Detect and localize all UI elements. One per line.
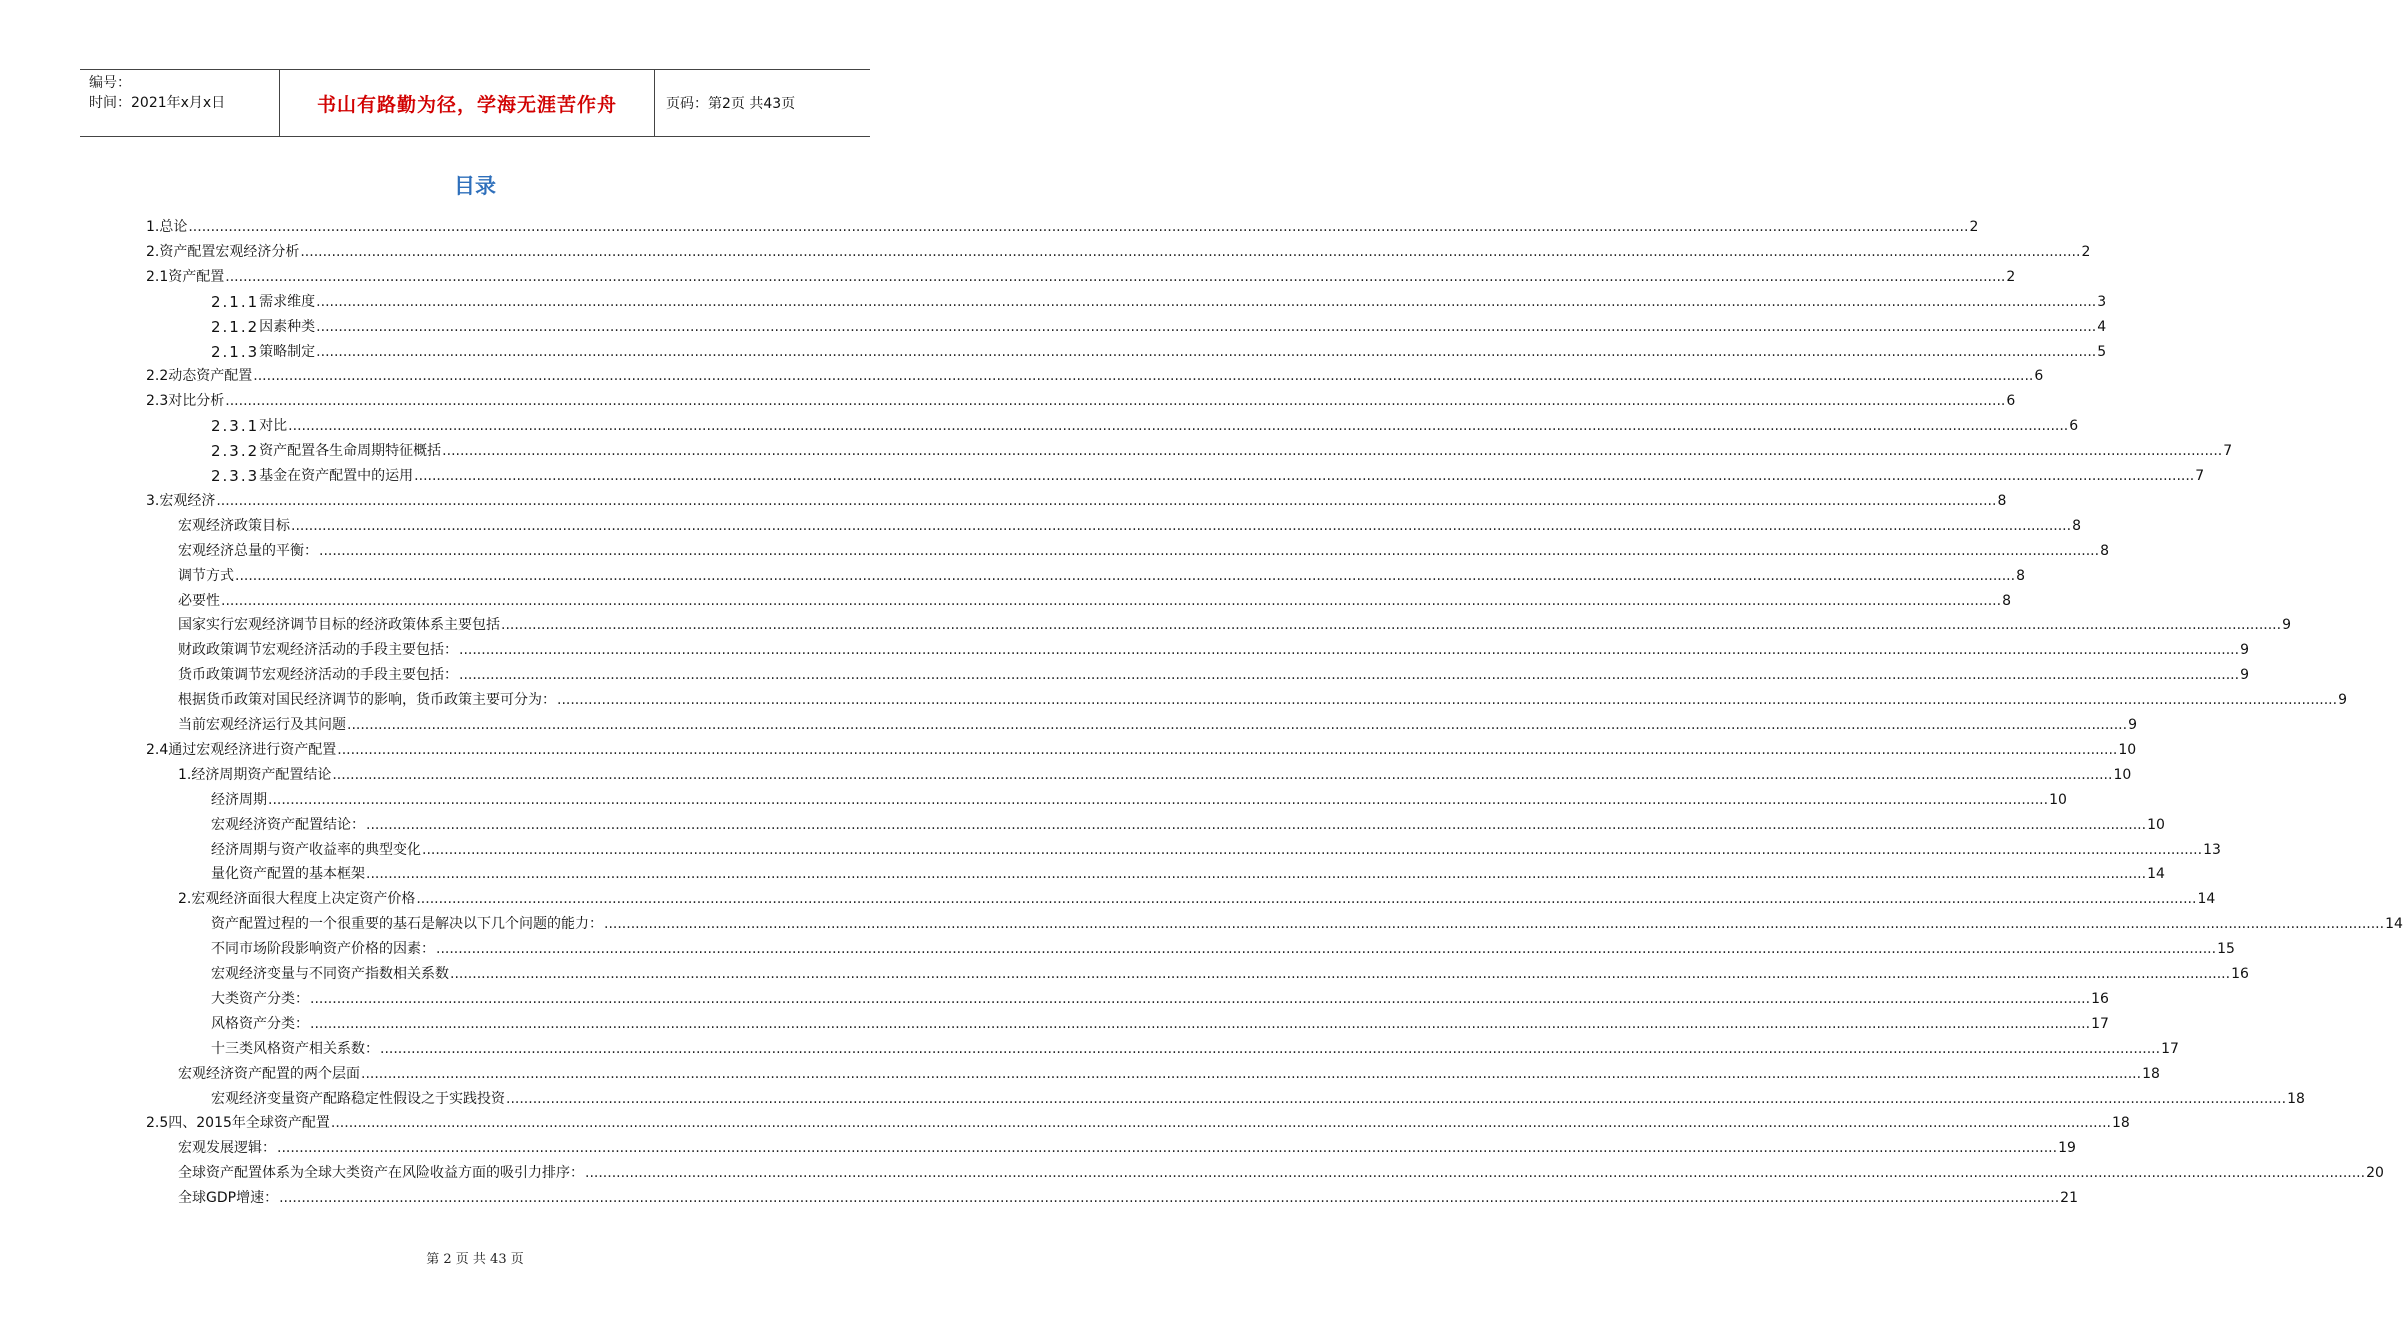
toc-entry-title: 当前宏观经济运行及其问题	[178, 717, 346, 733]
toc-entry-title: 宏观经济总量的平衡：	[178, 542, 318, 559]
toc-dot-leader: ................................................................................................................................................................................................................................................................................................................................................................................................................	[366, 816, 2147, 833]
toc-entry-number: 2.3	[146, 393, 169, 410]
toc-entry-page: 16	[2091, 990, 2109, 1007]
toc-dot-leader: ................................................................................................................................................................................................................................................................................................................................................................................................................	[330, 1115, 2111, 1132]
toc-dot-leader: ................................................................................................................................................................................................................................................................................................................................................................................................................	[422, 841, 2203, 858]
toc-entry-page: 18	[2142, 1065, 2160, 1082]
header-meta	[80, 70, 280, 136]
toc-entry-page: 18	[2287, 1090, 2305, 1107]
toc-dot-leader: ................................................................................................................................................................................................................................................................................................................................................................................................................	[501, 617, 2282, 634]
toc-entry-title: 宏观经济资产配置结论：	[211, 816, 365, 833]
toc-entry-title: 2.宏观经济面很大程度上决定资产价格	[178, 891, 416, 908]
toc-dot-leader: ................................................................................................................................................................................................................................................................................................................................................................................................................	[225, 268, 2006, 285]
toc-entry[interactable]	[178, 686, 2347, 709]
toc-dot-leader: ................................................................................................................................................................................................................................................................................................................................................................................................................	[414, 468, 2195, 484]
toc-entry[interactable]	[178, 1060, 2160, 1083]
toc-entry-page: 2	[2081, 243, 2091, 260]
toc-entry[interactable]	[178, 885, 2216, 908]
toc-entry-page: 6	[2069, 418, 2079, 435]
toc-entry-page: 9	[2240, 642, 2249, 659]
toc-entry[interactable]	[146, 1109, 2130, 1132]
toc-dot-leader: ................................................................................................................................................................................................................................................................................................................................................................................................................	[416, 891, 2197, 908]
toc-dot-leader: ................................................................................................................................................................................................................................................................................................................................................................................................................	[316, 293, 2097, 310]
toc-entry[interactable]	[211, 288, 2107, 311]
toc-entry-number: 2.3.2	[211, 442, 260, 461]
toc-entry-page: 13	[2203, 841, 2221, 858]
toc-entry-page: 8	[2016, 567, 2025, 584]
toc-entry-page: 8	[2002, 592, 2011, 609]
toc-dot-leader: ................................................................................................................................................................................................................................................................................................................................................................................................................	[316, 343, 2097, 360]
toc-dot-leader: ................................................................................................................................................................................................................................................................................................................................................................................................................	[506, 1090, 2287, 1107]
toc-entry-number: 3.	[146, 492, 160, 509]
toc-entry[interactable]	[211, 313, 2107, 336]
toc-dot-leader: ................................................................................................................................................................................................................................................................................................................................................................................................................	[235, 567, 2016, 584]
toc-entry-page: 8	[2072, 517, 2081, 534]
toc-dot-leader: ................................................................................................................................................................................................................................................................................................................................................................................................................	[585, 1165, 2366, 1182]
toc-entry-page: 10	[2049, 791, 2067, 808]
toc-entry-page: 17	[2161, 1040, 2179, 1057]
toc-entry-title: 资产配置	[168, 268, 225, 285]
toc-entry-page: 9	[2282, 617, 2291, 634]
toc-entry-page: 19	[2058, 1140, 2076, 1157]
toc-entry-number: 2.3.1	[211, 417, 260, 436]
toc-entry-title: 财政政策调节宏观经济活动的手段主要包括：	[178, 642, 458, 659]
toc-dot-leader: ................................................................................................................................................................................................................................................................................................................................................................................................................	[361, 1065, 2142, 1082]
toc-entry-number: 2.1.2	[211, 317, 260, 336]
toc-entry[interactable]	[211, 985, 2109, 1008]
toc-entry[interactable]	[178, 1134, 2076, 1157]
toc-entry[interactable]	[146, 263, 2016, 286]
toc-entry-title: 通过宏观经济进行资产配置	[168, 741, 337, 758]
toc-entry-page: 15	[2217, 941, 2235, 958]
toc-entry-page: 10	[2113, 766, 2132, 783]
page-footer: 第 2 页 共 43 页	[426, 1252, 524, 1267]
toc-entry-page: 14	[2197, 891, 2216, 908]
toc-entry-title: 大类资产分类：	[211, 990, 309, 1007]
toc-entry[interactable]	[146, 387, 2016, 410]
header-page-label: 页码：第2页 共43页	[666, 96, 796, 112]
toc-entry-page: 6	[2006, 393, 2016, 410]
toc-entry[interactable]	[146, 736, 2137, 759]
toc-entry-page: 10	[2118, 741, 2137, 758]
toc-entry-title: 根据货币政策对国民经济调节的影响，货币政策主要可分为：	[178, 692, 556, 709]
toc-entry[interactable]	[211, 836, 2221, 859]
toc-dot-leader: ................................................................................................................................................................................................................................................................................................................................................................................................................	[253, 368, 2034, 385]
header-motto: 书山有路勤为径，学海无涯苦作舟	[280, 70, 655, 136]
toc-entry[interactable]	[178, 587, 2011, 610]
toc-dot-leader: ................................................................................................................................................................................................................................................................................................................................................................................................................	[300, 243, 2081, 260]
toc-entry[interactable]	[211, 338, 2107, 361]
toc-entry[interactable]	[178, 512, 2081, 535]
toc-entry[interactable]	[178, 611, 2291, 634]
toc-entry-title: 全球资产配置体系为全球大类资产在风险收益方面的吸引力排序：	[178, 1165, 584, 1182]
toc-entry-number: 2.	[146, 243, 160, 260]
toc-dot-leader: ................................................................................................................................................................................................................................................................................................................................................................................................................	[459, 642, 2240, 659]
toc-entry[interactable]	[178, 636, 2249, 659]
toc-entry-title: 宏观经济政策目标	[178, 517, 290, 534]
toc-entry-title: 对比	[259, 418, 288, 435]
toc-entry-title: 全球GDP增速：	[178, 1190, 279, 1207]
toc-entry-number: 2.3.3	[211, 467, 260, 485]
toc-entry[interactable]	[178, 661, 2249, 684]
toc-entry[interactable]	[146, 238, 2091, 261]
toc-entry-title: 对比分析	[168, 393, 225, 410]
toc-entry[interactable]	[178, 1159, 2384, 1182]
toc-entry-page: 6	[2034, 368, 2044, 385]
header-number-label: 编号：	[89, 75, 131, 91]
toc-dot-leader: ................................................................................................................................................................................................................................................................................................................................................................................................................	[268, 791, 2049, 808]
toc-dot-leader: ................................................................................................................................................................................................................................................................................................................................................................................................................	[288, 418, 2069, 435]
toc-entry-title: 宏观经济变量与不同资产指数相关系数	[211, 966, 449, 982]
toc-entry-title: 经济周期	[211, 791, 267, 808]
toc-entry[interactable]	[211, 462, 2205, 485]
toc-entry-page: 10	[2147, 816, 2165, 833]
toc-title: 目录	[454, 174, 496, 198]
toc-dot-leader: ................................................................................................................................................................................................................................................................................................................................................................................................................	[310, 990, 2091, 1007]
toc-dot-leader: ................................................................................................................................................................................................................................................................................................................................................................................................................	[337, 741, 2118, 758]
toc-entry[interactable]	[178, 1184, 2078, 1207]
toc-dot-leader: ................................................................................................................................................................................................................................................................................................................................................................................................................	[291, 517, 2072, 534]
toc-entry[interactable]	[211, 786, 2067, 809]
toc-entry-title: 资产配置各生命周期特征概括	[259, 443, 442, 460]
toc-dot-leader: ................................................................................................................................................................................................................................................................................................................................................................................................................	[436, 941, 2217, 958]
toc-entry-page: 9	[2240, 667, 2249, 684]
toc-entry-number: 2.2	[146, 368, 169, 385]
toc-dot-leader: ................................................................................................................................................................................................................................................................................................................................................................................................................	[380, 1040, 2161, 1057]
toc-entry-title: 需求维度	[259, 293, 316, 310]
toc-entry-number: 2.1	[146, 268, 169, 285]
toc-entry-title: 因素种类	[259, 318, 316, 335]
toc-dot-leader: ................................................................................................................................................................................................................................................................................................................................................................................................................	[459, 667, 2240, 684]
toc-entry-page: 7	[2223, 443, 2233, 460]
toc-entry-page: 9	[2128, 717, 2137, 733]
toc-entry[interactable]	[211, 811, 2165, 834]
toc-entry-title: 不同市场阶段影响资产价格的因素：	[211, 941, 435, 958]
toc-entry-title: 宏观经济资产配置的两个层面	[178, 1065, 360, 1082]
toc-entry-page: 8	[1997, 492, 2007, 509]
toc-entry-title: 货币政策调节宏观经济活动的手段主要包括：	[178, 667, 458, 684]
toc-entry[interactable]	[178, 562, 2025, 585]
toc-entry-page: 9	[2338, 692, 2347, 709]
toc-entry[interactable]	[211, 935, 2235, 958]
toc-entry[interactable]	[211, 437, 2233, 461]
toc-entry-page: 18	[2111, 1115, 2130, 1132]
toc-entry-title: 国家实行宏观经济调节目标的经济政策体系主要包括	[178, 617, 500, 634]
toc-entry-page: 14	[2385, 916, 2403, 933]
toc-entry-number: 2.1.1	[211, 292, 260, 311]
toc-entry[interactable]	[211, 1035, 2179, 1058]
toc-entry-title: 策略制定	[259, 343, 316, 360]
toc-entry[interactable]	[211, 1010, 2109, 1033]
toc-entry[interactable]	[146, 487, 2007, 510]
page-header	[80, 69, 870, 137]
toc-entry[interactable]	[178, 761, 2132, 784]
toc-entry-page: 2	[1969, 219, 1979, 235]
toc-entry[interactable]	[211, 860, 2165, 883]
toc-entry-page: 14	[2147, 866, 2165, 883]
toc-entry-title: 经济周期与资产收益率的典型变化	[211, 841, 421, 858]
toc-entry-title: 宏观经济	[159, 492, 216, 509]
toc-entry-page: 2	[2006, 268, 2016, 285]
toc-dot-leader: ................................................................................................................................................................................................................................................................................................................................................................................................................	[557, 692, 2338, 709]
toc-entry[interactable]	[211, 412, 2079, 436]
toc-entry-title: 十三类风格资产相关系数：	[211, 1040, 379, 1057]
header-time-label: 时间：2021年x月x日	[89, 95, 226, 111]
toc-entry-title: 必要性	[178, 592, 220, 609]
toc-dot-leader: ................................................................................................................................................................................................................................................................................................................................................................................................................	[332, 766, 2113, 783]
toc-entry-title: 宏观经济变量资产配路稳定性假设之于实践投资	[211, 1090, 505, 1107]
toc-dot-leader: ................................................................................................................................................................................................................................................................................................................................................................................................................	[221, 592, 2002, 609]
toc-entry-page: 17	[2091, 1015, 2109, 1032]
toc-dot-leader: ................................................................................................................................................................................................................................................................................................................................................................................................................	[319, 542, 2100, 559]
toc-dot-leader: ................................................................................................................................................................................................................................................................................................................................................................................................................	[225, 393, 2006, 410]
toc-entry-number: 2.5	[146, 1115, 169, 1132]
toc-entry-title: 动态资产配置	[168, 368, 253, 385]
toc-entry[interactable]	[211, 960, 2249, 983]
toc-entry-title: 1.经济周期资产配置结论	[178, 766, 332, 783]
toc-dot-leader: ................................................................................................................................................................................................................................................................................................................................................................................................................	[450, 966, 2231, 982]
toc-entry-page: 21	[2060, 1190, 2078, 1207]
toc-entry-page: 8	[2100, 542, 2109, 559]
toc-entry[interactable]	[211, 910, 2403, 933]
toc-entry[interactable]	[178, 537, 2109, 560]
toc-entry-number: 1.	[146, 219, 160, 235]
toc-entry-title: 四、2015年全球资产配置	[168, 1115, 330, 1132]
toc-dot-leader: ................................................................................................................................................................................................................................................................................................................................................................................................................	[310, 1015, 2091, 1032]
toc-entry-title: 总论	[159, 219, 188, 235]
toc-entry-page: 5	[2097, 343, 2107, 360]
toc-entry-title: 资产配置宏观经济分析	[159, 243, 300, 260]
toc-entry[interactable]	[146, 213, 1979, 236]
toc-entry-title: 量化资产配置的基本框架	[211, 866, 365, 883]
toc-entry-number: 2.4	[146, 741, 169, 758]
toc-entry-title: 基金在资产配置中的运用	[259, 468, 414, 484]
toc-entry-title: 资产配置过程的一个很重要的基石是解决以下几个问题的能力：	[211, 916, 603, 933]
toc-entry-number: 2.1.3	[211, 342, 260, 361]
toc-dot-leader: ................................................................................................................................................................................................................................................................................................................................................................................................................	[316, 318, 2097, 335]
toc-entry-title: 宏观发展逻辑：	[178, 1140, 276, 1157]
toc-entry[interactable]	[178, 711, 2137, 734]
toc-dot-leader: ................................................................................................................................................................................................................................................................................................................................................................................................................	[604, 916, 2385, 933]
toc-dot-leader: ................................................................................................................................................................................................................................................................................................................................................................................................................	[188, 219, 1969, 235]
toc-dot-leader: ................................................................................................................................................................................................................................................................................................................................................................................................................	[347, 717, 2128, 733]
toc-dot-leader: ................................................................................................................................................................................................................................................................................................................................................................................................................	[279, 1190, 2060, 1207]
toc-entry[interactable]	[146, 362, 2044, 385]
toc-entry-page: 3	[2097, 293, 2107, 310]
toc-entry[interactable]	[211, 1085, 2305, 1108]
toc-entry-page: 4	[2097, 318, 2107, 335]
toc-entry-title: 风格资产分类：	[211, 1015, 309, 1032]
toc-entry-page: 16	[2231, 966, 2249, 982]
toc-entry-page: 20	[2366, 1165, 2384, 1182]
toc-dot-leader: ................................................................................................................................................................................................................................................................................................................................................................................................................	[277, 1140, 2058, 1157]
toc-entry-page: 7	[2195, 468, 2205, 484]
toc-dot-leader: ................................................................................................................................................................................................................................................................................................................................................................................................................	[216, 492, 1997, 509]
toc-dot-leader: ................................................................................................................................................................................................................................................................................................................................................................................................................	[442, 443, 2223, 460]
toc-entry-title: 调节方式	[178, 567, 234, 584]
toc-dot-leader: ................................................................................................................................................................................................................................................................................................................................................................................................................	[366, 866, 2147, 883]
